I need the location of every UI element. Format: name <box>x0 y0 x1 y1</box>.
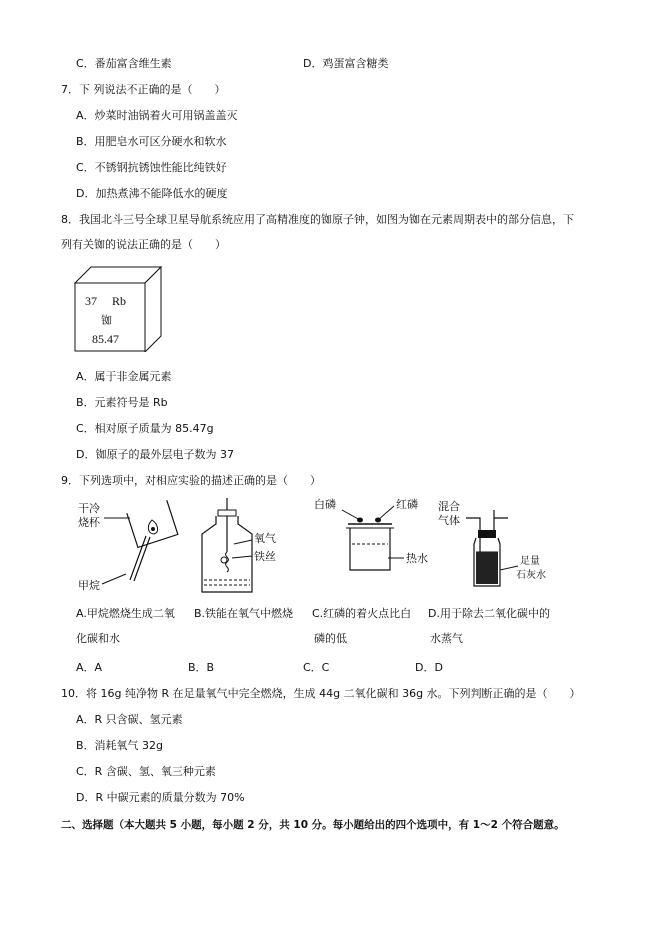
q10-option-b: B．消耗氧气 32g <box>76 739 164 752</box>
q9-desc-b: B.铁能在氧气中燃烧 <box>194 607 294 620</box>
atomic-mass: 85.47 <box>92 332 119 346</box>
q8-option-d: D．铷原子的最外层电子数为 37 <box>76 448 234 461</box>
q6-option-c: C．番茄富含维生素 <box>76 57 172 70</box>
label-methane: 甲烷 <box>78 579 100 592</box>
q10-stem: 10．将 16g 纯净物 R 在足量氧气中完全燃烧，生成 44g 二氧化碳和 36g 水。下列判断正确的是（ ） <box>61 687 581 700</box>
q9-figure-a <box>74 498 194 594</box>
q9-stem: 9．下列选项中，对相应实验的描述正确的是（ ） <box>61 474 321 487</box>
q10-option-c: C．R 含碳、氢、氧三种元素 <box>76 765 216 778</box>
q9-choice-c: C．C <box>303 661 330 674</box>
label-hot-water: 热水 <box>406 552 428 565</box>
q9-desc-d-line1: D.用于除去二氧化碳中的 <box>428 607 550 620</box>
q9-desc-c-line1: C.红磷的着火点比白 <box>312 607 412 620</box>
q8-stem-line1: 8．我国北斗三号全球卫星导航系统应用了高精准度的铷原子钟，如图为铷在元素周期表中的部分信息，下 <box>61 213 574 226</box>
label-limewater: 石灰水 <box>516 570 546 581</box>
q9-figure-d <box>436 496 566 592</box>
q9-choice-a: A．A <box>76 661 103 674</box>
q9-desc-a-line2: 化碳和水 <box>76 632 120 645</box>
label-mixed: 混合 <box>438 500 460 513</box>
q7-stem: 7．下 列说法不正确的是（ ） <box>61 83 226 96</box>
label-sufficient: 足量 <box>520 556 540 567</box>
label-iron-wire: 铁丝 <box>254 550 276 563</box>
atomic-number: 37 <box>85 294 97 308</box>
q10-option-a: A．R 只含碳、氢元素 <box>76 713 183 726</box>
q9-choice-b: B．B <box>188 661 215 674</box>
label-white-phosphorus: 白磷 <box>314 498 336 511</box>
element-symbol: Rb <box>112 294 127 308</box>
q9-figure-b <box>194 496 304 596</box>
q8-option-b: B．元素符号是 Rb <box>76 396 168 409</box>
q8-option-a: A．属于非金属元素 <box>76 370 172 383</box>
q9-figure-c <box>312 496 442 592</box>
q7-option-d: D．加热煮沸不能降低水的硬度 <box>76 187 228 200</box>
q8-stem-line2: 列有关铷的说法正确的是（ ） <box>61 238 226 251</box>
q10-option-d: D．R 中碳元素的质量分数为 70% <box>76 791 245 804</box>
label-dry-cold: 干冷 <box>78 502 100 515</box>
q7-option-b: B．用肥皂水可区分硬水和软水 <box>76 135 227 148</box>
label-beaker: 烧杯 <box>78 516 100 529</box>
q7-option-a: A．炒菜时油锅着火可用锅盖盖灭 <box>76 109 238 122</box>
q8-option-c: C．相对原子质量为 85.47g <box>76 422 214 435</box>
q7-option-c: C．不锈钢抗锈蚀性能比纯铁好 <box>76 161 227 174</box>
q9-desc-c-line2: 磷的低 <box>314 632 347 645</box>
element-name: 铷 <box>101 314 112 327</box>
q9-choice-d: D．D <box>415 661 443 674</box>
q6-option-d: D．鸡蛋富含糖类 <box>303 57 389 70</box>
label-oxygen: 氧气 <box>254 532 276 545</box>
label-red-phosphorus: 红磷 <box>396 498 418 511</box>
section-2-heading: 二、选择题（本大题共 5 小题，每小题 2 分，共 10 分。每小题给出的四个选项中，有 1～2 个符合题意。 <box>61 819 565 831</box>
label-gas: 气体 <box>438 514 460 527</box>
element-cell-figure <box>74 266 164 352</box>
q9-desc-a-line1: A.甲烷燃烧生成二氧 <box>76 607 175 620</box>
q9-desc-d-line2: 水蒸气 <box>430 632 463 645</box>
